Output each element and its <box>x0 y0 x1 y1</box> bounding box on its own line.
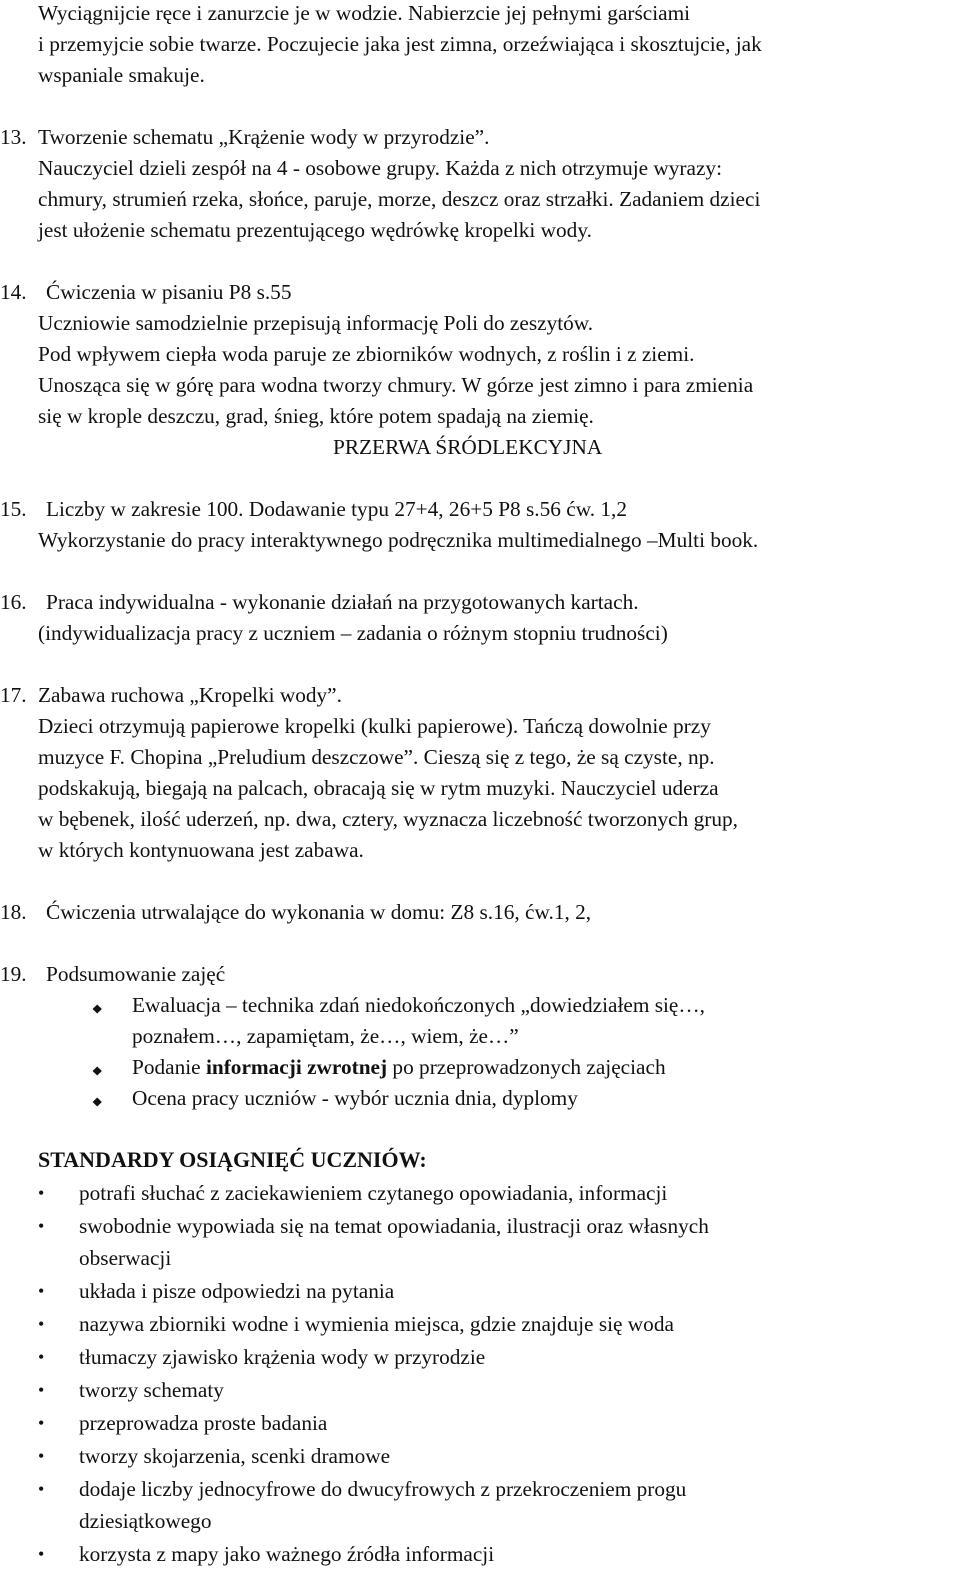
section-text: w bębenek, ilość uderzeń, np. dwa, cztery, wyznacza liczebność tworzonych grup, <box>38 807 738 831</box>
section-number: 18. <box>0 900 27 924</box>
section-18-heading <box>0 899 592 925</box>
bullet-icon: • <box>38 1347 45 1367</box>
standard-text: dodaje liczby jednocyfrowe do dwucyfrowych z przekroczeniem progu <box>79 1477 687 1501</box>
break-label: PRZERWA ŚRÓDLEKCYJNA <box>333 435 603 459</box>
diamond-bullet-icon: ⯁ <box>92 1064 103 1079</box>
standard-item <box>0 1410 960 1436</box>
bullet-icon: • <box>38 1314 45 1334</box>
section-text: w których kontynuowana jest zabawa. <box>38 838 364 862</box>
standard-text: przeprowadza proste badania <box>79 1411 328 1435</box>
section-title: Ćwiczenia w pisaniu P8 s.55 <box>46 280 292 304</box>
standard-item <box>0 1443 960 1469</box>
standard-text: układa i pisze odpowiedzi na pytania <box>79 1279 395 1303</box>
standard-item <box>0 1180 960 1206</box>
bullet-icon: • <box>38 1380 45 1400</box>
summary-text: Ewaluacja – technika zdań niedokończonych „dowiedziałem się…, <box>132 993 706 1017</box>
section-number: 14. <box>0 280 27 304</box>
section-title: Liczby w zakresie 100. Dodawanie typu 27+4, 26+5 P8 s.56 ćw. 1,2 <box>46 497 627 521</box>
bullet-icon: • <box>38 1183 45 1203</box>
section-title: Praca indywidualna - wykonanie działań na przygotowanych kartach. <box>46 590 639 614</box>
section-title: Tworzenie schematu „Krążenie wody w przyrodzie”. <box>38 125 490 149</box>
standard-item <box>0 1213 960 1239</box>
section-14-heading <box>0 279 292 305</box>
section-number: 13. <box>0 125 27 149</box>
section-text: (indywidualizacja pracy z uczniem – zadania o różnym stopniu trudności) <box>38 621 668 645</box>
diamond-bullet-icon: ⯁ <box>92 1002 103 1017</box>
standard-text: tworzy schematy <box>79 1378 224 1402</box>
intro-line: wspaniale smakuje. <box>38 63 205 87</box>
section-number: 15. <box>0 497 27 521</box>
bullet-icon: • <box>38 1413 45 1433</box>
summary-text-part: Podanie <box>132 1055 206 1079</box>
standard-item <box>0 1377 960 1403</box>
section-13-heading <box>0 124 490 150</box>
section-title: Zabawa ruchowa „Kropelki wody”. <box>38 683 342 707</box>
section-number: 17. <box>0 683 27 707</box>
section-text: się w krople deszczu, grad, śnieg, które potem spadają na ziemię. <box>38 404 594 428</box>
bullet-icon: • <box>38 1281 45 1301</box>
standard-item <box>0 1344 960 1370</box>
summary-text <box>132 1054 666 1080</box>
section-text: Unosząca się w górę para wodna tworzy chmury. W górze jest zimno i para zmienia <box>38 373 754 397</box>
section-text: muzyce F. Chopina „Preludium deszczowe”. Cieszą się z tego, że są czyste, np. <box>38 745 715 769</box>
summary-text-part: po przeprowadzonych zajęciach <box>387 1055 666 1079</box>
standard-item <box>0 1278 960 1304</box>
summary-text: poznałem…, zapamiętam, że…, wiem, że…” <box>132 1024 519 1048</box>
summary-text-bold: informacji zwrotnej <box>205 1055 388 1079</box>
standard-text: korzysta z mapy jako ważnego źródła informacji <box>79 1542 495 1566</box>
intro-line: i przemyjcie sobie twarze. Poczujecie jaka jest zimna, orzeźwiająca i skosztujcie, jak <box>38 32 762 56</box>
summary-item <box>0 1054 960 1080</box>
section-title: Podsumowanie zajęć <box>46 962 226 986</box>
section-19-heading <box>0 961 226 987</box>
section-16-heading <box>0 589 639 615</box>
section-number: 16. <box>0 590 27 614</box>
bullet-icon: • <box>38 1446 45 1466</box>
section-17-heading <box>0 682 342 708</box>
section-text: Dzieci otrzymują papierowe kropelki (kulki papierowe). Tańczą dowolnie przy <box>38 714 711 738</box>
bullet-icon: • <box>38 1544 45 1564</box>
section-text: podskakują, biegają na palcach, obracają się w rytm muzyki. Nauczyciel uderza <box>38 776 719 800</box>
diamond-bullet-icon: ⯁ <box>92 1095 103 1110</box>
standard-text: dziesiątkowego <box>79 1509 212 1533</box>
standard-item <box>0 1541 960 1567</box>
standard-text: potrafi słuchać z zaciekawieniem czytanego opowiadania, informacji <box>79 1181 668 1205</box>
standard-text: obserwacji <box>79 1246 172 1270</box>
standard-text: nazywa zbiorniki wodne i wymienia miejsca, gdzie znajduje się woda <box>79 1312 674 1336</box>
standard-item <box>0 1311 960 1337</box>
summary-item <box>0 992 960 1018</box>
section-number: 19. <box>0 962 27 986</box>
standard-text: swobodnie wypowiada się na temat opowiadania, ilustracji oraz własnych <box>79 1214 709 1238</box>
section-text: Uczniowie samodzielnie przepisują informację Poli do zeszytów. <box>38 311 594 335</box>
section-text: Pod wpływem ciepła woda paruje ze zbiorników wodnych, z roślin i z ziemi. <box>38 342 695 366</box>
standard-text: tworzy skojarzenia, scenki dramowe <box>79 1444 391 1468</box>
section-text: Wykorzystanie do pracy interaktywnego podręcznika multimedialnego –Multi book. <box>38 528 759 552</box>
intro-line: Wyciągnijcie ręce i zanurzcie je w wodzie. Nabierzcie jej pełnymi garściami <box>38 1 691 25</box>
section-title: Ćwiczenia utrwalające do wykonania w domu: Z8 s.16, ćw.1, 2, <box>46 900 592 924</box>
section-text: Nauczyciel dzieli zespół na 4 - osobowe grupy. Każda z nich otrzymuje wyrazy: <box>38 156 722 180</box>
section-15-heading <box>0 496 627 522</box>
standard-text: tłumaczy zjawisko krążenia wody w przyrodzie <box>79 1345 486 1369</box>
standards-heading: STANDARDY OSIĄGNIĘĆ UCZNIÓW: <box>38 1147 427 1172</box>
summary-item <box>0 1085 960 1111</box>
summary-text: Ocena pracy uczniów - wybór ucznia dnia, dyplomy <box>132 1086 578 1110</box>
bullet-icon: • <box>38 1479 45 1499</box>
section-text: chmury, strumień rzeka, słońce, paruje, morze, deszcz oraz strzałki. Zadaniem dzieci <box>38 187 761 211</box>
bullet-icon: • <box>38 1216 45 1236</box>
section-text: jest ułożenie schematu prezentującego wędrówkę kropelki wody. <box>38 218 592 242</box>
standard-item <box>0 1476 960 1502</box>
